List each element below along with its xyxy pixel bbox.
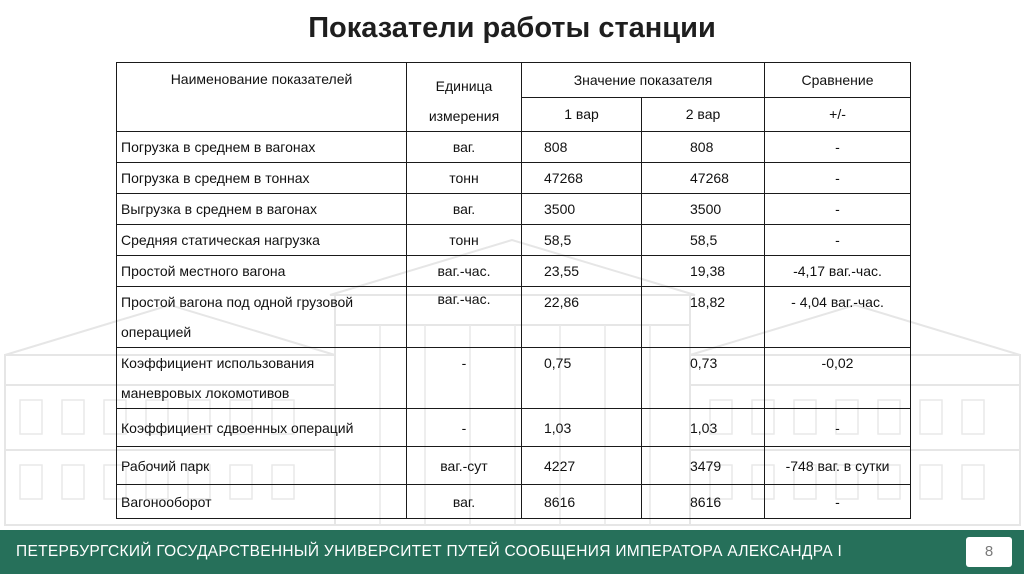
cell-compare: -: [765, 225, 911, 256]
cell-name-line2: операцией: [121, 324, 192, 340]
cell-unit: -: [407, 409, 522, 447]
header-value: Значение показателя: [522, 63, 765, 98]
cell-name: Средняя статическая нагрузка: [117, 225, 407, 256]
cell-var2: 1,03: [642, 409, 765, 447]
table-row: [117, 409, 911, 447]
indicators-table: [116, 62, 911, 519]
table-row: [117, 348, 911, 409]
cell-compare: - 4,04 ваг.-час.: [765, 287, 911, 348]
cell-name: Простой местного вагона: [117, 256, 407, 287]
cell-name: [117, 348, 407, 409]
cell-var2: 0,73: [642, 348, 765, 409]
header-unit: [407, 63, 522, 132]
table-row: [117, 163, 911, 194]
cell-var1: 22,86: [522, 287, 642, 348]
cell-name-line1: Простой вагона под одной грузовой: [121, 294, 354, 310]
cell-unit: ваг.: [407, 485, 522, 519]
cell-unit: тонн: [407, 163, 522, 194]
cell-compare: -: [765, 163, 911, 194]
cell-compare: -: [765, 409, 911, 447]
table-row: [117, 447, 911, 485]
cell-compare: -: [765, 132, 911, 163]
cell-name: Рабочий парк: [117, 447, 407, 485]
table-row: [117, 256, 911, 287]
cell-unit: ваг.-час.: [407, 256, 522, 287]
cell-var1: 8616: [522, 485, 642, 519]
cell-var1: 58,5: [522, 225, 642, 256]
cell-compare: -0,02: [765, 348, 911, 409]
cell-var2: 808: [642, 132, 765, 163]
cell-var1: 4227: [522, 447, 642, 485]
cell-name-line1: Коэффициент использования: [121, 355, 315, 371]
header-compare-sub: +/-: [765, 97, 911, 132]
cell-compare: -4,17 ваг.-час.: [765, 256, 911, 287]
cell-var1: 47268: [522, 163, 642, 194]
cell-name: Погрузка в среднем в вагонах: [117, 132, 407, 163]
page-title: Показатели работы станции: [308, 12, 716, 44]
table-row: [117, 194, 911, 225]
cell-name: Вагонооборот: [117, 485, 407, 519]
cell-compare: -: [765, 194, 911, 225]
table-header-row: [117, 63, 911, 98]
cell-var2: 3479: [642, 447, 765, 485]
cell-var1: 808: [522, 132, 642, 163]
header-compare: Сравнение: [765, 63, 911, 98]
cell-unit: тонн: [407, 225, 522, 256]
header-var2: 2 вар: [642, 97, 765, 132]
cell-unit: ваг.: [407, 194, 522, 225]
cell-var1: 0,75: [522, 348, 642, 409]
cell-var2: 8616: [642, 485, 765, 519]
cell-var1: 23,55: [522, 256, 642, 287]
cell-unit: -: [407, 348, 522, 409]
table-row: [117, 225, 911, 256]
header-unit-line1: Единица: [435, 78, 493, 94]
table-row: [117, 132, 911, 163]
cell-compare: -748 ваг. в сутки: [765, 447, 911, 485]
table-row: [117, 485, 911, 519]
cell-compare: -: [765, 485, 911, 519]
header-name: Наименование показателей: [117, 63, 407, 132]
cell-var2: 3500: [642, 194, 765, 225]
cell-unit: ваг.-сут: [407, 447, 522, 485]
cell-name: Коэффициент сдвоенных операций: [117, 409, 407, 447]
table-row: [117, 287, 911, 348]
cell-unit: ваг.: [407, 132, 522, 163]
cell-var2: 47268: [642, 163, 765, 194]
cell-unit: ваг.-час.: [407, 287, 522, 348]
cell-name: Погрузка в среднем в тоннах: [117, 163, 407, 194]
footer-university-name: ПЕТЕРБУРГСКИЙ ГОСУДАРСТВЕННЫЙ УНИВЕРСИТЕТ ПУТЕЙ СООБЩЕНИЯ ИМПЕРАТОРА АЛЕКСАНДРА I: [16, 543, 843, 560]
cell-name: [117, 287, 407, 348]
cell-var1: 1,03: [522, 409, 642, 447]
footer-bar: [0, 530, 1024, 574]
cell-var2: 18,82: [642, 287, 765, 348]
page-number: 8: [966, 537, 1012, 567]
header-var1: 1 вар: [522, 97, 642, 132]
cell-var1: 3500: [522, 194, 642, 225]
cell-name: Выгрузка в среднем в вагонах: [117, 194, 407, 225]
header-unit-line2: измерения: [428, 108, 500, 124]
cell-var2: 19,38: [642, 256, 765, 287]
cell-var2: 58,5: [642, 225, 765, 256]
cell-name-line2: маневровых локомотивов: [121, 385, 290, 401]
